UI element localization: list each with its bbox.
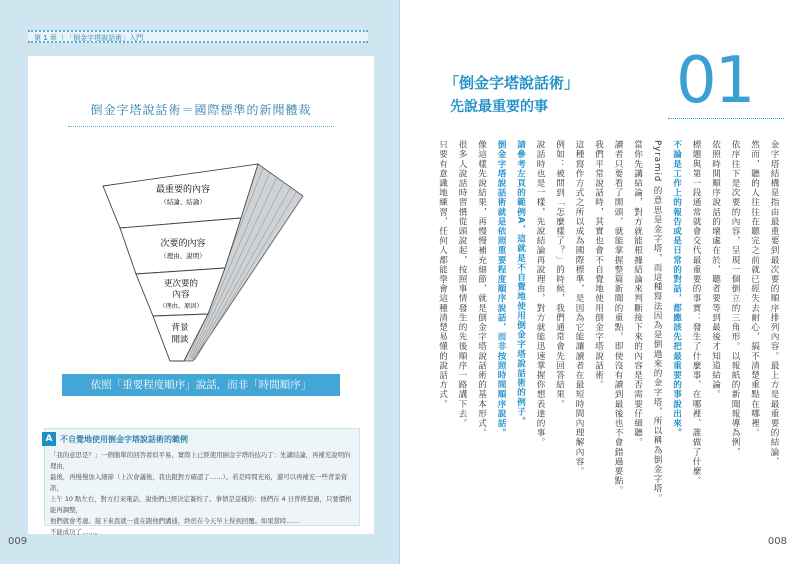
heading-line-2: 先說最重要的事 [450, 99, 548, 115]
text-column: 依序往下是次要的內容，呈現一個倒立的三角形。以報紙的新聞報導為例， [730, 140, 740, 457]
text-column: 讀者只要看了開頭，就能掌握整篇新聞的重點，即使沒有讀到最後也不會錯過要點。 [613, 140, 623, 496]
vertical-text-body [426, 140, 782, 520]
text-column: 倒金字塔說話術就是依照重要程度順序說話，而非按照時間順序說話。 [496, 140, 506, 438]
right-page [400, 0, 799, 564]
diagram-card [28, 56, 374, 534]
tier-3-label: 更次要的 [163, 279, 199, 289]
text-column: 這種寫作方式之所以成為國際標準，是因為它能讓讀者在最短時間內理解內容。 [574, 140, 584, 476]
tier-3-sub: （理由、原因） [159, 303, 203, 310]
text-column: 很多人說話時習慣從頭說起，按照事情發生的先後順序一路講下去。 [457, 140, 467, 428]
text-column: 標題與第一段通常就會交代最重要的事實：發生了什麼事、在哪裡、誰做了什麼。 [691, 140, 701, 486]
page-number-left: 009 [8, 536, 28, 547]
card-title-divider [68, 126, 334, 127]
example-line: 不能成功了……。 [50, 528, 102, 536]
text-column: 當你先講結論，對方就能根據結論來判斷接下來的內容是否需要仔細聽。 [632, 140, 643, 448]
example-title: 不自覺地使用倒金字塔說話術的範例 [60, 434, 188, 444]
example-header [42, 432, 188, 446]
principle-banner: 依照「重要程度順序」說話，而非「時間順序」 [62, 374, 340, 396]
section-number-divider [668, 118, 784, 119]
text-column: Pyramid 的意思是金字塔，而這種寫法因為是倒過來的金字塔，所以稱為倒金字塔。 [652, 140, 662, 503]
text-column: 請參考左頁的範例A，這就是不自覺地使用倒金字塔說話術的例子。 [515, 140, 526, 427]
tier-2-sub: （理由、說明） [160, 252, 206, 260]
text-column: 例如：被問到「怎麼樣了？」的時候，我們通常會先回答結果。 [554, 140, 565, 409]
text-column: 依照時間順序說話的壞處在於，聽者要等到最後才知道結論。 [710, 140, 721, 400]
example-line: 「我的意思是？」一個簡單的回答看似平易，實際上已經使用倒金字塔的技巧了：先講結論，再補充說明的理由， [50, 451, 351, 470]
example-line: 上午 10 點左右，對方打來電話，說他們已經決定簽約了。事情是這樣的：他們在 4 日曾經提過，只要價格能再調整， [50, 495, 352, 514]
tier-3-label-2: 內容 [172, 290, 190, 300]
example-badge: A [42, 432, 56, 446]
example-line: 最後，再慢慢加入細節（上次會議後，我也跟對方確認了……）。若是時間充裕，還可以再補充一些背景資訊， [50, 473, 348, 492]
text-column: 金字塔結構是指由最重要到最次要的順序排列內容。最上方是最重要的結論， [769, 140, 779, 467]
tier-4-label: 背景 [171, 323, 189, 333]
tier-2-label: 次要的內容 [160, 239, 206, 249]
section-number: 01 [676, 44, 754, 118]
example-text [50, 450, 354, 538]
tier-4-sub: 閒談 [171, 335, 189, 345]
tier-1-label: 最重要的內容 [155, 185, 211, 195]
text-column: 說話時也是一樣，先說結論再說理由，對方就能迅速掌握你想表達的事。 [535, 140, 545, 448]
tier-1-sub: （結論、結論） [160, 198, 206, 206]
card-title: 倒金字塔說話術＝國際標準的新聞體裁 [90, 103, 312, 117]
text-column: 然而，聽的人往往在聽完之前就已經失去耐心，搞不清楚重點在哪裡。 [749, 140, 760, 438]
text-column: 像這樣先說結果，再慢慢補充細節，就是倒金字塔說話術的基本形式。 [476, 140, 487, 438]
page-number-right: 008 [767, 536, 787, 547]
chapter-label: 第 1 章 ｜「倒金字塔說話術」入門 [28, 30, 368, 43]
example-line: 他們就會考慮。接下來我就一直在跟他們溝通，終於在今天早上得到回覆。如果當時…… [50, 517, 300, 525]
inverted-pyramid-diagram [98, 156, 318, 366]
text-column: 我們平常說話時，其實也會不自覺地使用倒金字塔說話術。 [593, 140, 604, 390]
text-column: 只要有意識地練習，任何人都能學會這種清楚易懂的說話方式。 [437, 140, 448, 409]
heading-line-1: 「倒金字塔說話術」 [444, 74, 580, 92]
text-column: 不論是工作上的報告或是日常的對話，都應該先把最重要的事說出來。 [671, 140, 682, 438]
